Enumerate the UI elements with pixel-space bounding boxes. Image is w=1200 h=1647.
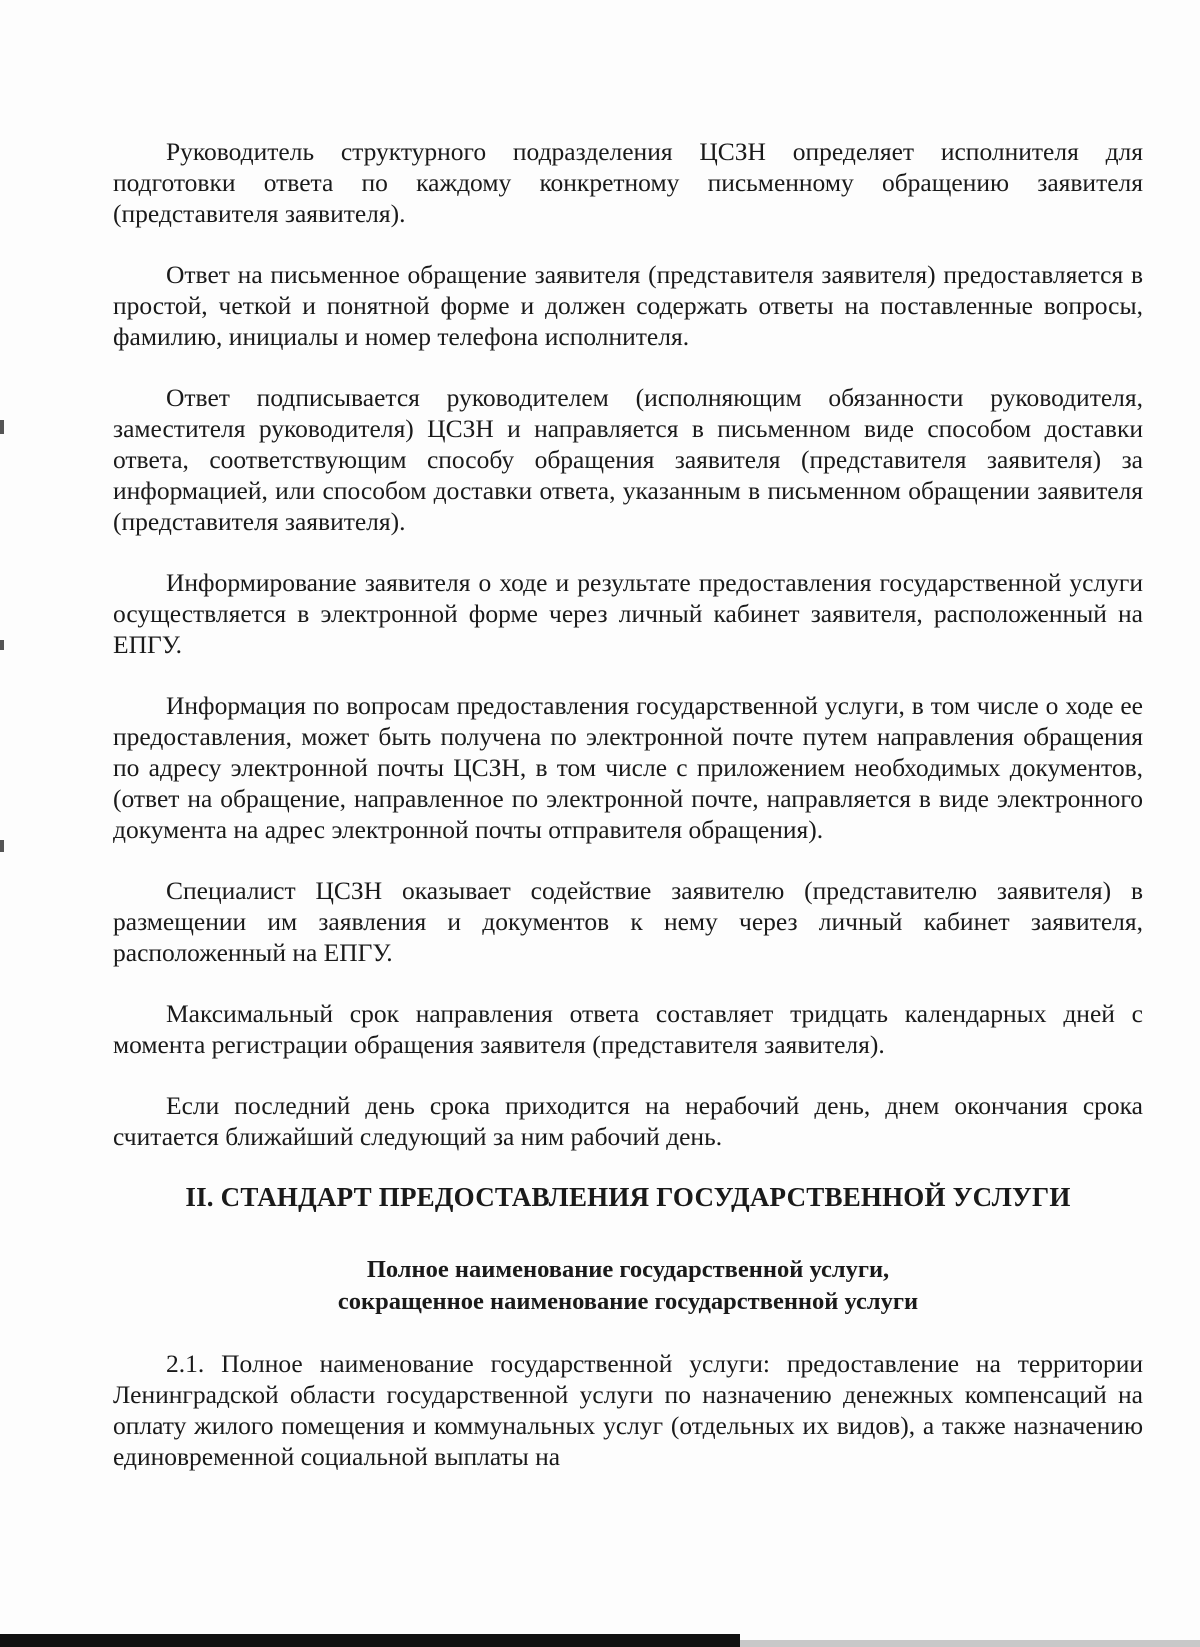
paragraph-email-information: Информация по вопросам предоставления государственной услуги, в том числе о ходе ее предоставления, может быть получена по электронной почте путем направления обращения по адресу электронной почты ЦСЗН, в том числе с приложением необходимых документов, (ответ на обращение, направленное по электронной почте, направляется в виде электронного документа на адрес электронной почты отправителя обращения). [113, 691, 1143, 844]
paragraph-answer-signing: Ответ подписывается руководителем (исполняющим обязанности руководителя, заместителя руководителя) ЦСЗН и направляется в письменном виде способом доставки ответа, соответствующим способу обращения заявителя (представителя заявителя) за информацией, или способом доставки ответа, указанным в письменном обращении заявителя (представителя заявителя). [113, 383, 1143, 536]
scan-bottom-border [0, 1634, 740, 1647]
sub-heading-line-1: Полное наименование государственной услуги, [366, 1256, 890, 1283]
paragraph-informing-epgu: Информирование заявителя о ходе и результате предоставления государственной услуги осуществляется в электронной форме через личный кабинет заявителя, расположенный на ЕПГУ. [113, 568, 1143, 659]
clause-2-1: 2.1. Полное наименование государственной услуги: предоставление на территории Ленинградской области государственной услуги по назначению денежных компенсаций на оплату жилого помещения и коммунальных услуг (отдельных их видов), а также назначению единовременной социальной выплаты на [113, 1349, 1143, 1471]
document-body [113, 136, 1143, 1502]
scan-edge-mark [0, 420, 4, 434]
sub-heading [113, 1254, 1143, 1318]
paragraph-executor-assignment: Руководитель структурного подразделения ЦСЗН определяет исполнителя для подготовки ответа по каждому конкретному письменному обращению заявителя (представителя заявителя). [113, 137, 1143, 228]
paragraph-specialist-assistance: Специалист ЦСЗН оказывает содействие заявителю (представителю заявителя) в размещении им заявления и документов к нему через личный кабинет заявителя, расположенный на ЕПГУ. [113, 876, 1143, 967]
scan-bottom-border-fade [740, 1640, 1200, 1647]
paragraph-non-working-day: Если последний день срока приходится на нерабочий день, днем окончания срока считается ближайший следующий за ним рабочий день. [113, 1091, 1143, 1151]
paragraph-max-response-time: Максимальный срок направления ответа составляет тридцать календарных дней с момента регистрации обращения заявителя (представителя заявителя). [113, 999, 1143, 1059]
sub-heading-line-2: сокращенное наименование государственной услуги [337, 1288, 919, 1315]
section-heading: II. СТАНДАРТ ПРЕДОСТАВЛЕНИЯ ГОСУДАРСТВЕННОЙ УСЛУГИ [185, 1182, 1071, 1212]
paragraph-answer-form: Ответ на письменное обращение заявителя (представителя заявителя) предоставляется в простой, четкой и понятной форме и должен содержать ответы на поставленные вопросы, фамилию, инициалы и номер телефона исполнителя. [113, 260, 1143, 351]
scan-edge-mark [0, 640, 4, 650]
scan-edge-mark [0, 840, 4, 852]
